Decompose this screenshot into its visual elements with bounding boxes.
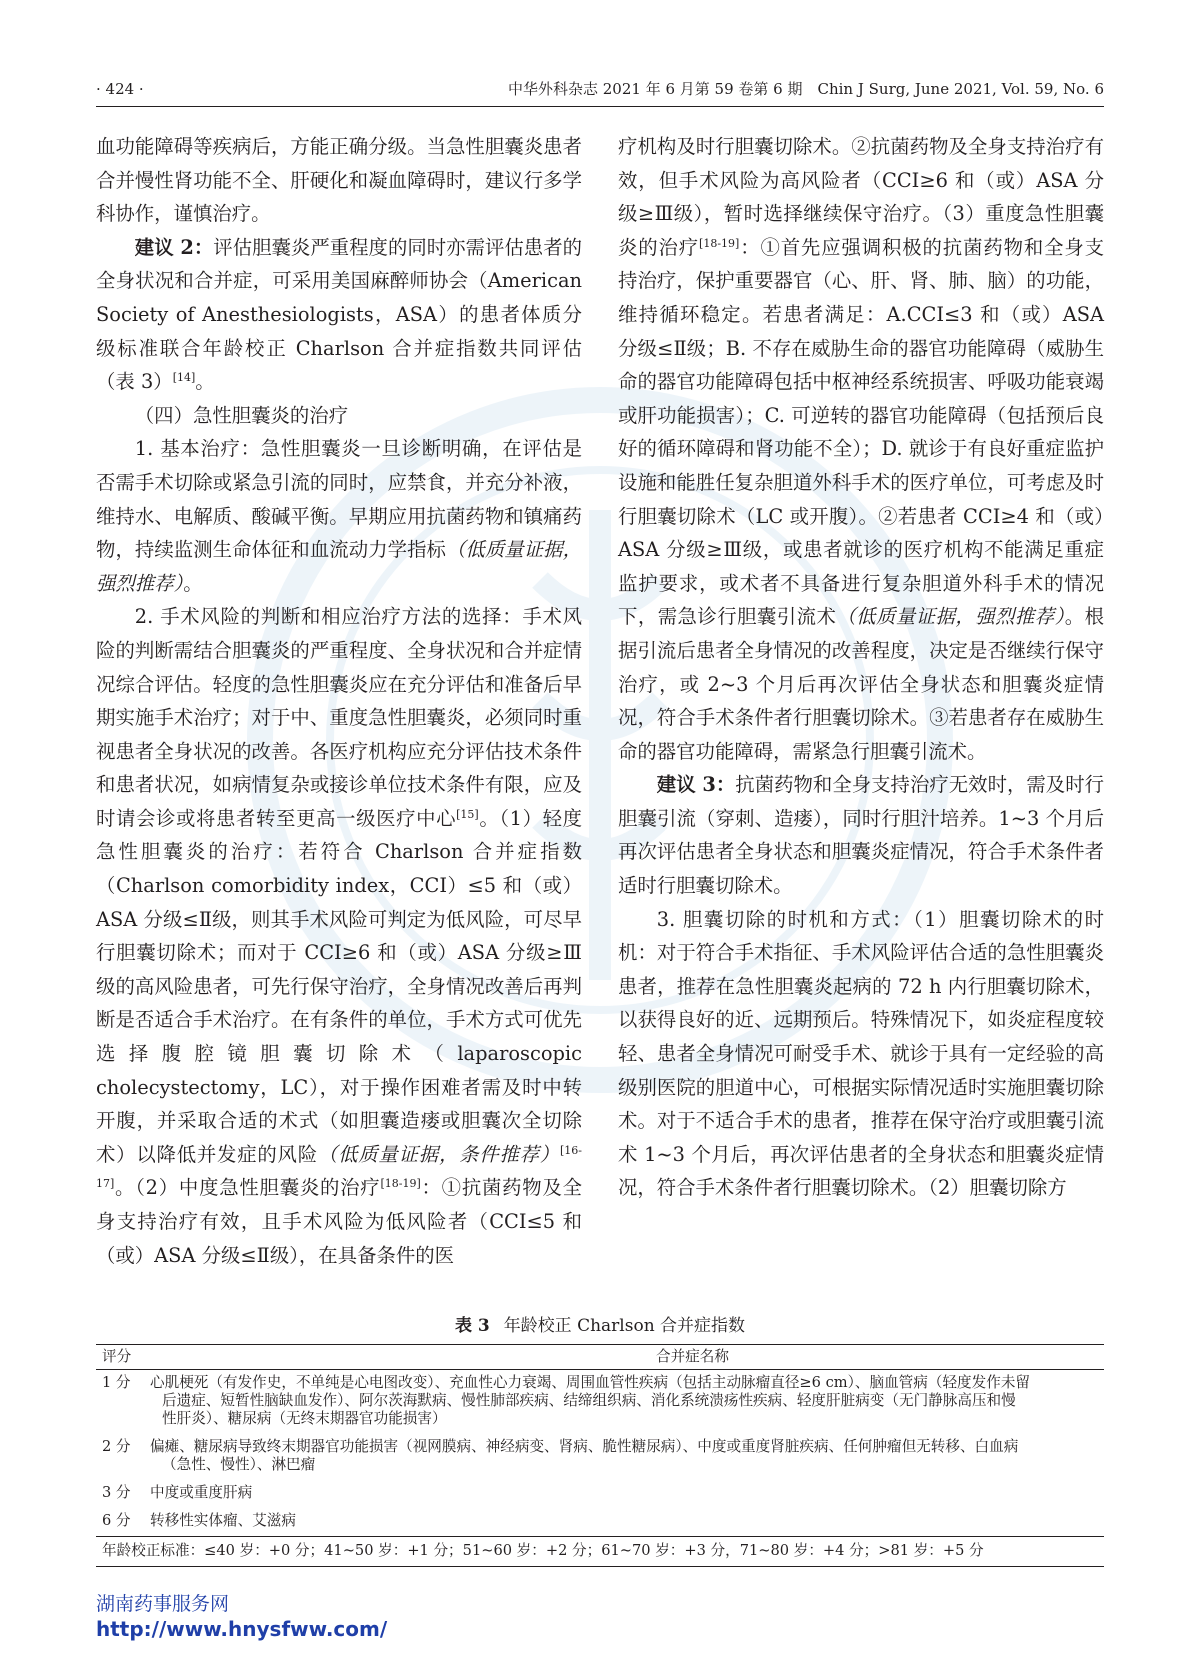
- recommendation-label: 建议 3：: [656, 773, 736, 797]
- charlson-table: [96, 1344, 1104, 1567]
- table-bottom-rule: [96, 1566, 1104, 1567]
- column-header-score: 评分: [102, 1348, 132, 1365]
- table-caption: [96, 1314, 1104, 1338]
- header-rule: [96, 106, 1104, 107]
- comorbidity-cell: [150, 1484, 1104, 1502]
- table-label: 表 3: [454, 1316, 490, 1336]
- evidence-grade: （低质量证据，强烈推荐）: [836, 605, 1065, 629]
- page-number: · 424 ·: [96, 80, 144, 98]
- cell-line: 中度或重度肝病: [150, 1484, 253, 1501]
- comorbidity-cell: [150, 1438, 1104, 1474]
- table-note: 年龄校正标准：≤40 岁：+0 分；41~50 岁：+1 分；51~60 岁：+2 分；61~70 岁：+3 分，71~80 岁：+4 分；>81 岁：+5 分: [102, 1542, 984, 1559]
- table-header: [96, 1345, 1104, 1369]
- footer-site-name: 湖南药事服务网: [96, 1593, 230, 1615]
- citation-ref: [18-19]: [380, 1177, 421, 1191]
- comorbidity-cell: [150, 1374, 1104, 1428]
- table-title: 年龄校正 Charlson 合并症指数: [503, 1316, 746, 1336]
- citation-ref: [15]: [456, 807, 479, 821]
- paragraph: 1. 基本治疗：急性胆囊炎一旦诊断明确，在评估是否需手术切除或紧急引流的同时，应禁食，并充分补液，维持水、电解质、酸碱平衡。早期应用抗菌药物和镇痛药物，持续监测生命体征和血流动力学指标（低质量证据，强烈推荐）。: [96, 437, 583, 595]
- score-cell: 6 分: [102, 1512, 131, 1529]
- cell-line: 后遗症、短暂性脑缺血发作）、阿尔茨海默病、慢性肺部疾病、结缔组织病、消化系统溃疡性疾病、轻度肝脏病变（无门静脉高压和慢: [162, 1392, 1016, 1409]
- evidence-grade: （低质量证据，强烈推荐）: [96, 538, 583, 595]
- paragraph: 血功能障碍等疾病后，方能正确分级。当急性胆囊炎患者合并慢性肾功能不全、肝硬化和凝血障碍时，建议行多学科协作，谨慎治疗。: [96, 135, 582, 226]
- recommendation-label: 建议 2：: [134, 235, 214, 259]
- table-row: [96, 1508, 1104, 1536]
- citation-ref: [18-19]: [699, 236, 740, 250]
- evidence-grade: （低质量证据，条件推荐）: [317, 1142, 560, 1166]
- journal-citation: 中华外科杂志 2021 年 6 月第 59 卷第 6 期 Chin J Surg, June 2021, Vol. 59, No. 6: [508, 80, 1104, 98]
- paragraph: 疗机构及时行胆囊切除术。②抗菌药物及全身支持治疗有效，但手术风险为高风险者（CCI≥6 和（或）ASA 分级≥Ⅲ级），暂时选择继续保守治疗。（3）重度急性胆囊炎的治疗[18-19]：①首先应强调积极的抗菌药物和全身支持治疗，保护重要器官（心、肝、肾、肺、脑）的功能，维持循环稳定。若患者满足：A.CCI≤3 和（或）ASA 分级≤Ⅱ级；B. 不存在威胁生命的器官功能障碍（威胁生命的器官功能障碍包括中枢神经系统损害、呼吸功能衰竭或肝功能损害）；C. 可逆转的器官功能障碍（包括预后良好的循环障碍和肾功能不全）；D. 就诊于有良好重症监护设施和能胜任复杂胆道外科手术的医疗单位，可考虑及时行胆囊切除术（LC 或开腹）。②若患者 CCI≥4 和（或）ASA 分级≥Ⅲ级，或患者就诊的医疗机构不能满足重症监护要求，或术者不具备进行复杂胆道外科手术的情况下，需急诊行胆囊引流术（低质量证据，强烈推荐）。根据引流后患者全身情况的改善程度，决定是否继续行保守治疗，或 2~3 个月后再次评估全身状态和胆囊炎症情况，符合手术条件者行胆囊切除术。③若患者存在威胁生命的器官功能障碍，需紧急行胆囊引流术。: [618, 135, 1105, 763]
- cell-line: 心肌梗死（有发作史，不单纯是心电图改变）、充血性心力衰竭、周围血管性疾病（包括主动脉瘤直径≥6 cm）、脑血管病（轻度发作未留: [150, 1374, 1031, 1391]
- comorbidity-cell: [150, 1512, 1104, 1530]
- table-row: [96, 1370, 1104, 1434]
- paragraph: 2. 手术风险的判断和相应治疗方法的选择：手术风险的判断需结合胆囊炎的严重程度、全身状况和合并症情况综合评估。轻度的急性胆囊炎应在充分评估和准备后早期实施手术治疗；对于中、重度急性胆囊炎，必须同时重视患者全身状况的改善。各医疗机构应充分评估技术条件和患者状况，如病情复杂或接诊单位技术条件有限，应及时请会诊或将患者转至更高一级医疗中心[15]。（1）轻度急性胆囊炎的治疗：若符合 Charlson 合并症指数（Charlson comorbidity index，CCI）≤5 和（或）ASA 分级≤Ⅱ级，则其手术风险可判定为低风险，可尽早行胆囊切除术；而对于 CCI≥6 和（或）ASA 分级≥Ⅲ级的高风险患者，可先行保守治疗，全身情况改善后再判断是否适合手术治疗。在有条件的单位，手术方式可优先选择腹腔镜胆囊切除术（laparoscopic cholecystectomy，LC），对于操作困难者需及时中转开腹，并采取合适的术式（如胆囊造瘘或胆囊次全切除术）以降低并发症的风险（低质量证据，条件推荐）[16-17]。（2）中度急性胆囊炎的治疗[18-19]：①抗菌药物及全身支持治疗有效，且手术风险为低风险者（CCI≤5 和（或）ASA 分级≤Ⅱ级），在具备条件的医: [96, 605, 583, 1267]
- recommendation-3: 建议 3：抗菌药物和全身支持治疗无效时，需及时行胆囊引流（穿刺、造瘘），同时行胆汁培养。1~3 个月后再次评估患者全身状态和胆囊炎症情况，符合手术条件者适时行胆囊切除术。: [618, 773, 1104, 898]
- citation-ref: [14]: [172, 371, 196, 385]
- citation-ref: [16-17]: [96, 1143, 582, 1191]
- score-cell: 3 分: [102, 1484, 131, 1501]
- recommendation-2: 建议 2：评估胆囊炎严重程度的同时亦需评估患者的全身状况和合并症，可采用美国麻醉师协会（American Society of Anesthesiologists，ASA）的患者体质分级标准联合年龄校正 Charlson 合并症指数共同评估（表 3）[14]。: [96, 235, 582, 394]
- right-column: [618, 130, 1104, 1205]
- footer-url-link[interactable]: http://www.hnysfww.com/: [96, 1617, 388, 1641]
- column-header-name: 合并症名称: [656, 1348, 729, 1365]
- table-row: [96, 1434, 1104, 1480]
- cell-line: 转移性实体瘤、艾滋病: [150, 1512, 296, 1529]
- running-header: [96, 78, 1104, 104]
- table-row: [96, 1480, 1104, 1508]
- score-cell: 1 分: [102, 1374, 131, 1391]
- left-column: [96, 130, 582, 1272]
- paragraph: 3. 胆囊切除的时机和方式：（1）胆囊切除术的时机：对于符合手术指征、手术风险评估合适的急性胆囊炎患者，推荐在急性胆囊炎起病的 72 h 内行胆囊切除术，以获得良好的近、远期预后。特殊情况下，如炎症程度较轻、患者全身情况可耐受手术、就诊于具有一定经验的高级别医院的胆道中心，可根据实际情况适时实施胆囊切除术。对于不适合手术的患者，推荐在保守治疗或胆囊引流术 1~3 个月后，再次评估患者的全身状态和胆囊炎症情况，符合手术条件者行胆囊切除术。（2）胆囊切除方: [618, 907, 1104, 1200]
- cell-line: 性肝炎）、糖尿病（无终末期器官功能损害）: [162, 1410, 447, 1427]
- section-heading: （四）急性胆囊炎的治疗: [134, 403, 349, 427]
- cell-line: （急性、慢性）、淋巴瘤: [162, 1456, 316, 1473]
- cell-line: 偏瘫、糖尿病导致终末期器官功能损害（视网膜病、神经病变、肾病、脆性糖尿病）、中度或重度肾脏疾病、任何肿瘤但无转移、白血病: [150, 1438, 1019, 1455]
- score-cell: 2 分: [102, 1438, 131, 1455]
